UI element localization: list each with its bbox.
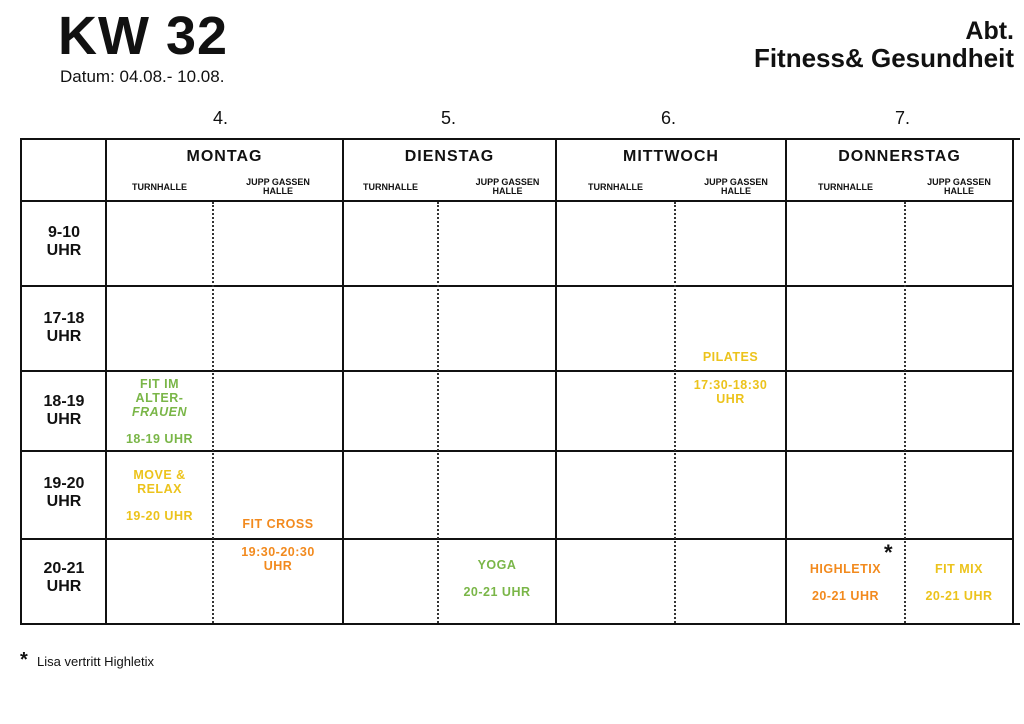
time-unit: UHR: [46, 411, 82, 428]
time-label: 18-19: [43, 393, 85, 410]
event-yoga: [439, 558, 555, 599]
hall-jupp-thursday: [906, 178, 1012, 196]
hall-turnhalle-wednesday: TURNHALLE: [588, 182, 643, 192]
event-pilates-time: [676, 378, 785, 406]
footnote-asterisk: *: [20, 649, 28, 671]
day-name-thursday: DONNERSTAG: [838, 148, 961, 165]
hall-jupp-wednesday: [676, 178, 796, 196]
event-name: HIGHLETIX: [809, 562, 882, 576]
day-name-tuesday: DIENSTAG: [404, 148, 495, 165]
time-slot-19-20: [22, 475, 106, 511]
hall-jupp-line-2: HALLE: [944, 186, 974, 196]
department-title: [754, 18, 1014, 72]
footnote-text: Lisa vertritt Highletix: [37, 654, 155, 669]
event-fit-im-alter: [107, 377, 212, 446]
grid-col-line: [785, 138, 787, 625]
day-number-tuesday: 5.: [441, 108, 457, 128]
time-unit: UHR: [46, 493, 82, 510]
event-move-relax: [107, 468, 212, 523]
grid-border-top: [20, 138, 1020, 140]
event-time: 19-20 UHR: [125, 509, 194, 523]
time-label: 20-21: [43, 560, 85, 577]
grid-row-line: [20, 285, 1014, 287]
date-range: Datum: 04.08.- 10.08.: [60, 67, 225, 86]
event-time: 18-19 UHR: [125, 432, 194, 446]
time-label: 9-10: [47, 224, 81, 241]
grid-row-line: [20, 538, 1014, 540]
event-name: FIT CROSS: [242, 517, 314, 531]
time-slot-9-10: [22, 224, 106, 260]
event-name-line: RELAX: [137, 482, 182, 496]
hall-separator: [904, 202, 906, 623]
time-label: 19-20: [43, 475, 85, 492]
grid-border-bottom: [20, 623, 1020, 625]
time-slot-17-18: [22, 310, 106, 346]
hall-turnhalle-thursday: TURNHALLE: [818, 182, 873, 192]
event-time: 17:30-18:30: [693, 378, 768, 392]
time-unit: UHR: [46, 578, 82, 595]
event-name-line: ALTER-: [135, 391, 184, 405]
hall-turnhalle-tuesday: TURNHALLE: [363, 182, 418, 192]
hall-jupp-line-1: JUPP GASSEN: [704, 177, 768, 187]
event-time: UHR: [263, 559, 293, 573]
event-fit-cross-time: [214, 545, 342, 573]
day-number-monday: 4.: [213, 108, 229, 128]
department-line-1: Abt.: [965, 17, 1014, 45]
hall-jupp-line-1: JUPP GASSEN: [927, 177, 991, 187]
hall-separator: [674, 202, 676, 623]
event-pilates: [676, 350, 785, 364]
day-name-monday: MONTAG: [186, 148, 263, 165]
hall-jupp-line-2: HALLE: [263, 186, 293, 196]
hall-jupp-line-1: JUPP GASSEN: [246, 177, 310, 187]
event-name: FIT MIX: [935, 562, 983, 576]
hall-jupp-line-2: HALLE: [492, 186, 523, 196]
time-unit: UHR: [46, 242, 82, 259]
day-name-wednesday: MITTWOCH: [623, 148, 719, 165]
hall-jupp-tuesday: [439, 178, 576, 196]
event-fit-cross: [214, 517, 342, 531]
grid-col-line: [342, 138, 344, 625]
grid-row-line: [20, 200, 1014, 202]
event-highletix: [787, 562, 904, 603]
event-name-line: FRAUEN: [131, 405, 188, 419]
event-time: 20-21 UHR: [811, 589, 880, 603]
event-time: 20-21 UHR: [463, 585, 531, 599]
time-unit: UHR: [46, 328, 82, 345]
grid-row-line: [20, 370, 1014, 372]
event-name: YOGA: [477, 558, 517, 572]
grid-border-right: [1012, 138, 1014, 625]
day-number-wednesday: 6.: [661, 108, 677, 128]
event-time: 20-21 UHR: [925, 589, 993, 603]
event-name-line: FIT IM: [139, 377, 180, 391]
grid-border-left: [20, 138, 22, 625]
hall-jupp-line-1: JUPP GASSEN: [475, 177, 540, 187]
event-time: UHR: [716, 392, 745, 406]
asterisk-marker: *: [884, 540, 893, 565]
week-title: KW 32: [58, 6, 229, 66]
grid-col-line: [555, 138, 557, 625]
department-line-2: Fitness& Gesundheit: [753, 43, 1014, 73]
hall-jupp-line-2: HALLE: [721, 186, 751, 196]
time-slot-18-19: [22, 393, 106, 429]
event-fit-mix: [906, 562, 1012, 603]
grid-row-line: [20, 450, 1014, 452]
day-number-thursday: 7.: [895, 108, 911, 128]
event-time: 19:30-20:30: [241, 545, 315, 559]
time-slot-20-21: [22, 560, 106, 596]
time-label: 17-18: [43, 310, 85, 327]
event-name-line: MOVE &: [133, 468, 186, 482]
hall-turnhalle-monday: TURNHALLE: [132, 182, 187, 192]
hall-jupp-monday: [214, 178, 342, 196]
event-name: PILATES: [702, 350, 759, 364]
